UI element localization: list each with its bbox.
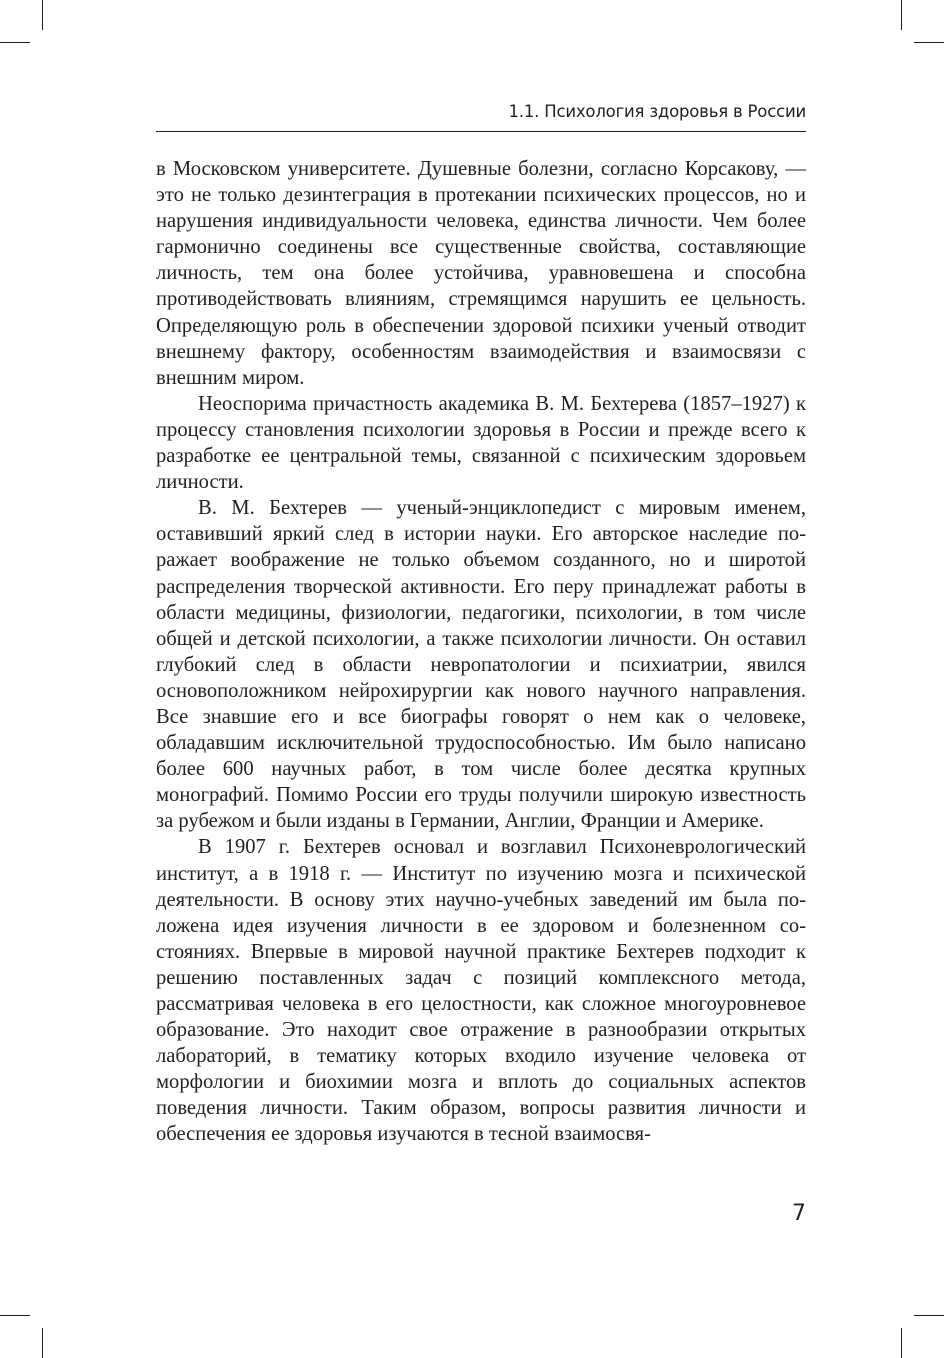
crop-mark-top-left-vertical xyxy=(42,0,43,30)
running-head-title: 1.1. Психология здоровья в России xyxy=(508,102,806,121)
paragraph-bekhterev-institute: В 1907 г. Бехтерев основал и возглавил Психоневрологический институт, а в 1918 г. — Институт по изучению мозга и психической деятельности. В основу этих научно-учебных заведений им была положена идея изучения личности в ее здоровом и болезненном состояниях. Впервые в мировой научной практике Бехтерев подходит к решению поставленных задач с позиций комплексного метода, рассматривая человека в его целостности, как сложное многоуровневое образование. Это находит свое отражение в разнообразии открытых лабораторий, в тематику которых входило изучение человека от морфологии и биохимии мозга и вплоть до социальных аспектов поведения личности. Таким образом, вопросы развития личности и обеспечения ее здоровья изучаются в тесной взаимосвя- xyxy=(156,836,806,1146)
paragraph-bekhterev-contribution: Неоспорима причастность академика В. М. Бехтерева (1857–1927) к процессу становления психологии здоровья в России и прежде всего к разработке ее центральной темы, связанной с психическим здоровьем личности. xyxy=(156,392,806,494)
body-text xyxy=(156,156,806,1148)
crop-mark-top-right-horizontal xyxy=(914,42,944,43)
page-number: 7 xyxy=(792,1201,806,1226)
crop-mark-bottom-right-vertical xyxy=(901,1328,902,1358)
crop-mark-bottom-left-vertical xyxy=(42,1328,43,1358)
crop-mark-bottom-right-horizontal xyxy=(914,1315,944,1316)
crop-mark-top-right-vertical xyxy=(901,0,902,30)
crop-mark-top-left-horizontal xyxy=(0,42,30,43)
paragraph-continuation: в Московском университете. Душевные болезни, согласно Корсакову, — это не только дезинтеграция в протекании психических процессов, но и нарушения индивидуальности человека, единства личности. Чем более гармонично соединены все существенные свойства, составляющие личность, тем она более устойчива, уравновешена и способна противодействовать влияниям, стремящимся нарушить ее цельность. Определяющую роль в обеспечении здоровой психики ученый отводит внешнему фактору, особенностям взаимодействия и взаимосвязи с внешним миром. xyxy=(156,158,806,389)
paragraph-bekhterev-biography: В. М. Бехтерев — ученый-энциклопедист с мировым именем, оставивший яркий след в истории науки. Его авторское наследие поражает воображение не только объемом созданного, но и широтой распределения творческой активности. Его перу принадлежат работы в области медицины, физиологии, педагогики, психологии, в том числе общей и детской психологии, а также психологии личности. Он оставил глубокий след в области невропатологии и психиатрии, явился основоположником нейрохирургии как нового научного направления. Все знавшие его и все биографы говорят о нем как о человеке, обладавшим исключительной трудоспособностью. Им было написано более 600 научных работ, в том числе более десятка крупных монографий. Помимо России его труды получили широкую известность за рубежом и были изданы в Германии, Англии, Франции и Америке. xyxy=(156,497,806,833)
header-rule xyxy=(156,131,806,132)
crop-mark-bottom-left-horizontal xyxy=(0,1315,30,1316)
